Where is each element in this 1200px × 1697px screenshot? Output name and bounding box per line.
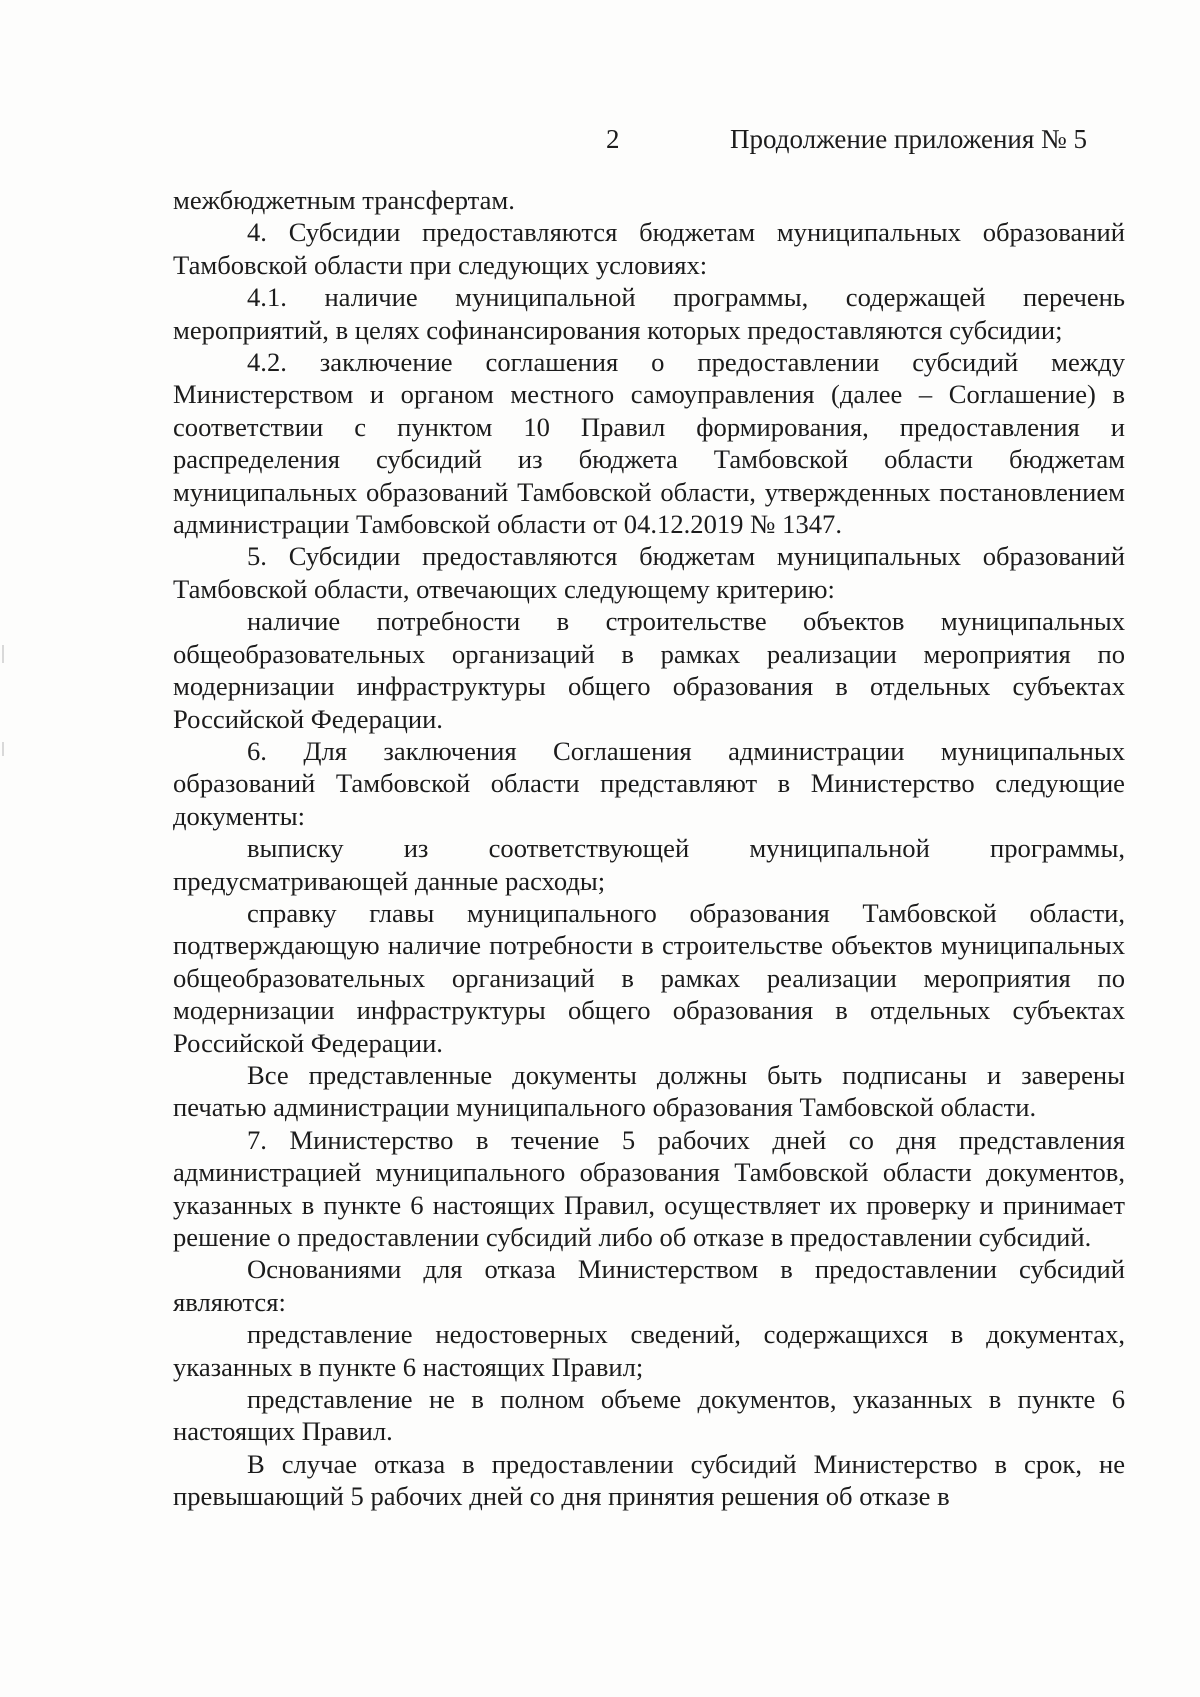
paragraph-refusal-incomplete: представление не в полном объеме документов, указанных в пункте 6 настоящих Правил.: [173, 1384, 1125, 1447]
document-body: [173, 184, 1125, 1513]
paragraph-item-4-2: 4.2. заключение соглашения о предоставлении субсидий между Министерством и органом местного самоуправления (далее – Соглашение) в соответствии с пунктом 10 Правил формирования, предоставления и распределения субсидий из бюджета Тамбовской области бюджетам муниципальных образований Тамбовской области, утвержденных постановлением администрации Тамбовской области от 04.12.2019 № 1347.: [173, 347, 1125, 540]
paragraph-item-7: 7. Министерство в течение 5 рабочих дней со дня представления администрацией муниципального образования Тамбовской области документов, указанных в пункте 6 настоящих Правил, осуществляет их проверку и принимает решение о предоставлении субсидий либо об отказе в предоставлении субсидий.: [173, 1124, 1125, 1252]
paragraph-criterion: наличие потребности в строительстве объектов муниципальных общеобразовательных организаций в рамках реализации мероприятия по модернизации инфраструктуры общего образования в отдельных субъектах Российской Федерации.: [173, 606, 1125, 734]
paragraph-item-4: 4. Субсидии предоставляются бюджетам муниципальных образований Тамбовской области при следующих условиях:: [173, 217, 1125, 280]
paragraph-item-6: 6. Для заключения Соглашения администрации муниципальных образований Тамбовской области представляют в Министерство следующие документы:: [173, 735, 1125, 831]
paragraph-document-certificate: справку главы муниципального образования Тамбовской области, подтверждающую наличие потребности в строительстве объектов муниципальных общеобразовательных организаций в рамках реализации мероприятия по модернизации инфраструктуры общего образования в отдельных субъектах Российской Федерации.: [173, 897, 1125, 1058]
paragraph-refusal-grounds: Основаниями для отказа Министерством в предоставлении субсидий являются:: [173, 1254, 1125, 1317]
paragraph-continuation: межбюджетным трансфертам.: [173, 185, 515, 215]
paragraph-refusal-false-info: представление недостоверных сведений, содержащихся в документах, указанных в пункте 6 настоящих Правил;: [173, 1319, 1125, 1382]
scan-artifact-bottom: [2, 742, 4, 756]
scan-artifact-top: [2, 645, 4, 663]
page-number: 2: [606, 124, 620, 154]
paragraph-item-5: 5. Субсидии предоставляются бюджетам муниципальных образований Тамбовской области, отвечающих следующему критерию:: [173, 541, 1125, 604]
paragraph-refusal-notice: В случае отказа в предоставлении субсидий Министерство в срок, не превышающий 5 рабочих дней со дня принятия решения об отказе в: [173, 1448, 1125, 1512]
annex-header: Продолжение приложения № 5: [730, 124, 1088, 154]
paragraph-document-extract: выписку из соответствующей муниципальной программы, предусматривающей данные расходы;: [173, 833, 1125, 896]
paragraph-signing-requirement: Все представленные документы должны быть подписаны и заверены печатью администрации муниципального образования Тамбовской области.: [173, 1059, 1125, 1123]
paragraph-item-4-1: 4.1. наличие муниципальной программы, содержащей перечень мероприятий, в целях софинансирования которых предоставляются субсидии;: [173, 282, 1125, 345]
